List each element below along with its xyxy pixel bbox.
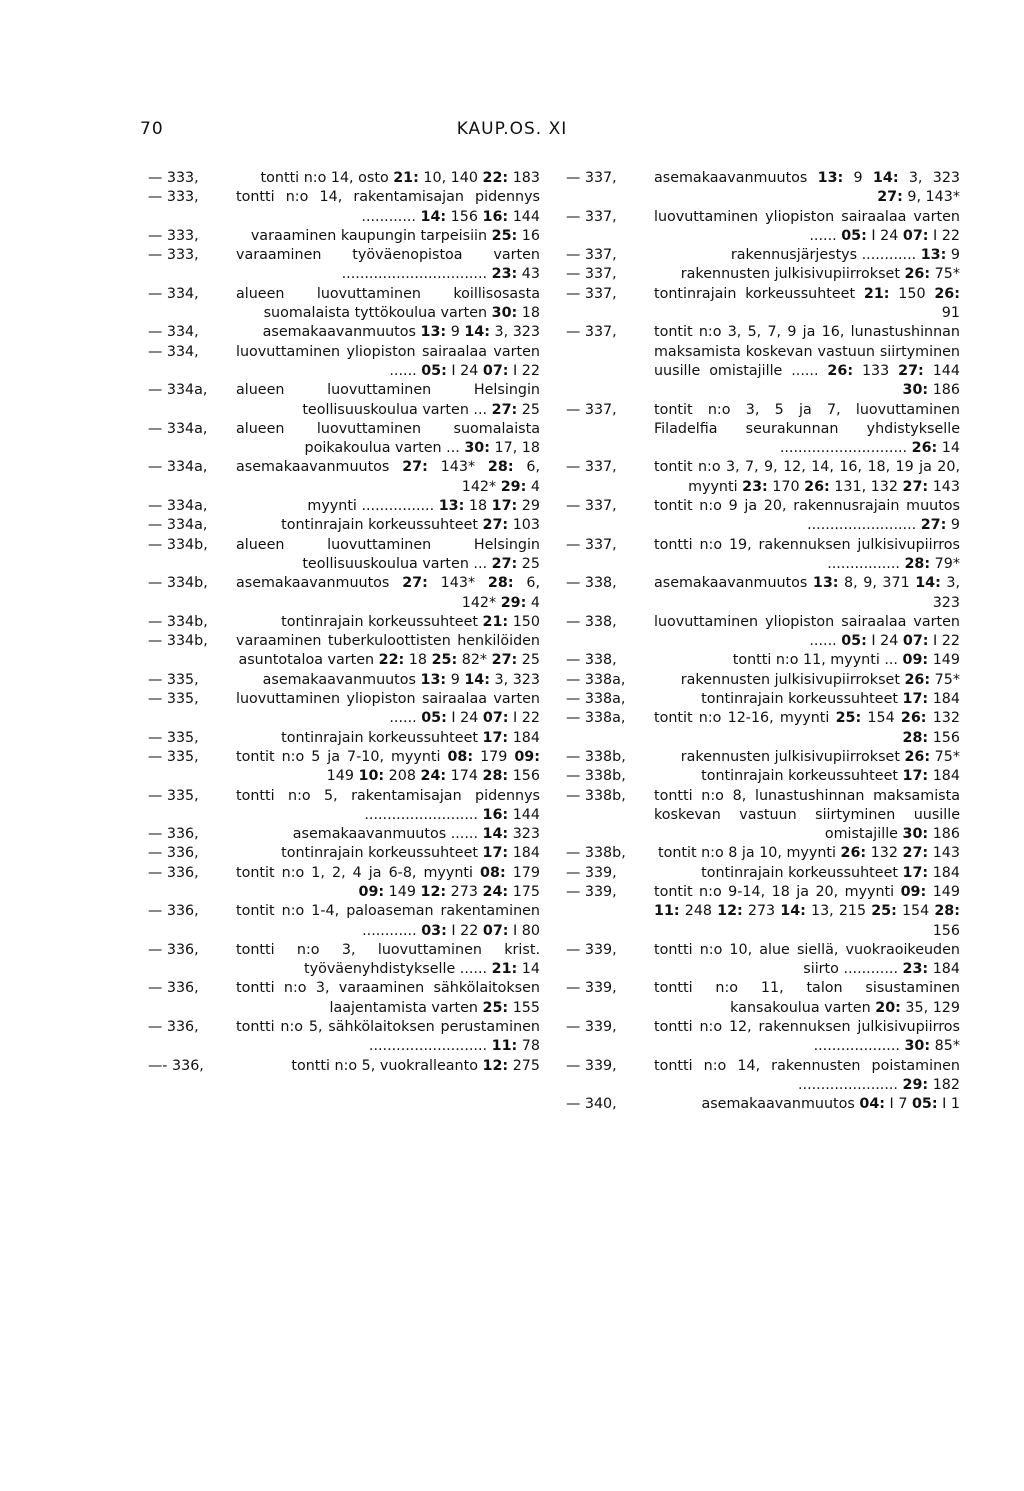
entry-number: — 335, bbox=[148, 691, 199, 708]
index-entry bbox=[566, 748, 960, 767]
entry-description: tontinrajain korkeussuhteet 17: 184 bbox=[701, 691, 960, 708]
index-entry bbox=[566, 246, 960, 265]
index-entry bbox=[148, 497, 540, 516]
entry-number: — 337, bbox=[566, 285, 617, 302]
index-entry bbox=[148, 825, 540, 844]
index-entry bbox=[566, 709, 960, 748]
entry-description: tontti n:o 11, talon sisustaminen kansakoulua varten 20: 35, 129 bbox=[654, 980, 960, 1016]
entry-number: — 333, bbox=[148, 170, 199, 186]
index-entry bbox=[148, 632, 540, 671]
entry-number: — 338b, bbox=[566, 748, 626, 765]
entry-description: rakennusten julkisivupiirrokset 26: 75* bbox=[680, 266, 960, 283]
entry-description: alueen luovuttaminen suomalaista poikakoulua varten ... 30: 17, 18 bbox=[236, 420, 540, 457]
entry-description: tontti n:o 3, varaaminen sähkölaitoksen laajentamista varten 25: 155 bbox=[236, 980, 540, 1016]
entry-description: tontti n:o 5, vuokralleanto 12: 275 bbox=[291, 1057, 540, 1074]
entry-description: tontinrajain korkeussuhteet 17: 184 bbox=[701, 768, 960, 785]
entry-description: asemakaavanmuutos 13: 9 14: 3, 323 bbox=[262, 324, 540, 341]
index-entry bbox=[566, 651, 960, 670]
entry-number: — 338a, bbox=[566, 710, 626, 727]
entry-description: tontti n:o 14, rakennusten poistaminen ...................... 29: 182 bbox=[654, 1057, 960, 1093]
entry-description: tontinrajain korkeussuhteet 17: 184 bbox=[701, 864, 960, 881]
entry-description: tontti n:o 5, rakentamisajan pidennys ......................... 16: 144 bbox=[236, 787, 540, 823]
index-entry bbox=[148, 246, 540, 285]
entry-number: — 336, bbox=[148, 826, 199, 843]
index-entry bbox=[566, 208, 960, 247]
index-entry bbox=[566, 941, 960, 980]
entry-number: — 336, bbox=[148, 845, 199, 862]
index-entry bbox=[148, 941, 540, 980]
entry-number: — 334a, bbox=[148, 382, 208, 399]
entry-description: asemakaavanmuutos 27: 143* 28: 6, 142* 29: 4 bbox=[236, 575, 541, 611]
entry-number: — 337, bbox=[566, 459, 617, 476]
entry-number: — 337, bbox=[566, 266, 617, 283]
entry-description: tontit n:o 3, 5, 7, 9 ja 16, lunastushinnan maksamista koskevan vastuun siirtyminen uusille omistajille ...... 26: 133 27: 144 30: 186 bbox=[654, 324, 960, 399]
entry-description: rakennusten julkisivupiirrokset 26: 75* bbox=[680, 671, 960, 688]
page-header bbox=[0, 119, 1024, 149]
index-entry bbox=[566, 767, 960, 786]
index-entry bbox=[566, 285, 960, 324]
entry-description: alueen luovuttaminen Helsingin teollisuuskoulua varten ... 27: 25 bbox=[236, 536, 540, 572]
entry-number: — 334, bbox=[148, 343, 199, 360]
left-column bbox=[148, 169, 540, 1076]
entry-number: — 337, bbox=[566, 170, 617, 186]
entry-description: asemakaavanmuutos 13: 9 14: 3, 323 27: 9, 143* bbox=[654, 170, 961, 206]
index-entry bbox=[148, 671, 540, 690]
index-entry bbox=[566, 844, 960, 863]
index-entry bbox=[566, 497, 960, 536]
entry-description: tontit n:o 1, 2, 4 ja 6-8, myynti 08: 179 09: 149 12: 273 24: 175 bbox=[236, 864, 540, 900]
entry-number: — 334a, bbox=[148, 517, 208, 534]
entry-description: tontit n:o 8 ja 10, myynti 26: 132 27: 143 bbox=[657, 845, 960, 862]
entry-number: — 336, bbox=[148, 864, 199, 881]
entry-description: tontit n:o 5 ja 7-10, myynti 08: 179 09: 149 10: 208 24: 174 28: 156 bbox=[236, 748, 540, 785]
index-entry bbox=[566, 671, 960, 690]
entry-number: — 334a, bbox=[148, 498, 208, 515]
right-column bbox=[566, 169, 960, 1115]
entry-number: — 336, bbox=[148, 980, 199, 997]
index-entry bbox=[566, 864, 960, 883]
entry-description: tontinrajain korkeussuhteet 17: 184 bbox=[281, 845, 540, 862]
index-entry bbox=[148, 285, 540, 324]
entry-description: tontit n:o 9 ja 20, rakennusrajain muutos ........................ 27: 9 bbox=[654, 498, 960, 534]
entry-description: alueen luovuttaminen koillisosasta suomalaista tyttökoulua varten 30: 18 bbox=[236, 285, 540, 322]
index-entry bbox=[148, 458, 540, 497]
index-entry bbox=[148, 516, 540, 535]
index-entry bbox=[566, 265, 960, 284]
entry-number: — 337, bbox=[566, 498, 617, 515]
entry-description: tontinrajain korkeussuhteet 21: 150 bbox=[281, 613, 540, 630]
entry-number: — 338, bbox=[566, 575, 617, 592]
entry-description: tontit n:o 12-16, myynti 25: 154 26: 132 28: 156 bbox=[654, 710, 960, 746]
index-entry bbox=[148, 902, 540, 941]
index-entry bbox=[148, 188, 540, 227]
index-entry bbox=[566, 169, 960, 208]
entry-number: — 335, bbox=[148, 787, 199, 804]
entry-number: — 338b, bbox=[566, 768, 626, 785]
entry-number: — 334b, bbox=[148, 613, 208, 630]
entry-number: — 338b, bbox=[566, 787, 626, 804]
index-entry bbox=[148, 227, 540, 246]
entry-number: — 334, bbox=[148, 285, 199, 302]
index-entry bbox=[148, 343, 540, 382]
entry-description: tontti n:o 11, myynti ... 09: 149 bbox=[732, 652, 960, 669]
entry-number: — 335, bbox=[148, 729, 199, 746]
entry-number: — 333, bbox=[148, 247, 199, 264]
index-entry bbox=[566, 401, 960, 459]
entry-number: — 335, bbox=[148, 748, 199, 765]
entry-description: rakennusten julkisivupiirrokset 26: 75* bbox=[680, 748, 960, 765]
entry-number: — 334b, bbox=[148, 575, 208, 592]
entry-number: — 337, bbox=[566, 247, 617, 264]
entry-number: — 333, bbox=[148, 227, 199, 244]
entry-description: tontti n:o 12, rakennuksen julkisivupiirros ................... 30: 85* bbox=[654, 1019, 960, 1055]
entry-number: — 338b, bbox=[566, 845, 626, 862]
entry-description: tontinrajain korkeussuhteet 17: 184 bbox=[281, 729, 540, 746]
index-entry bbox=[148, 748, 540, 787]
index-entry bbox=[566, 1018, 960, 1057]
entry-number: — 334a, bbox=[148, 459, 208, 476]
index-entry bbox=[566, 787, 960, 845]
entry-number: — 339, bbox=[566, 1057, 617, 1074]
entry-number: — 336, bbox=[148, 941, 199, 958]
index-entry bbox=[566, 613, 960, 652]
entry-description: tontti n:o 5, sähkölaitoksen perustaminen .......................... 11: 78 bbox=[236, 1019, 540, 1055]
index-entry bbox=[148, 420, 540, 459]
entry-description: asemakaavanmuutos 27: 143* 28: 6, 142* 29: 4 bbox=[236, 459, 541, 495]
index-entry bbox=[566, 323, 960, 400]
index-entry bbox=[148, 787, 540, 826]
entry-number: — 340, bbox=[566, 1096, 617, 1113]
entry-number: — 339, bbox=[566, 980, 617, 997]
index-entry bbox=[148, 323, 540, 342]
entry-number: — 336, bbox=[148, 903, 199, 920]
entry-description: luovuttaminen yliopiston sairaalaa varten ...... 05: I 24 07: I 22 bbox=[236, 691, 540, 727]
entry-description: asemakaavanmuutos ...... 14: 323 bbox=[292, 826, 540, 843]
entry-number: — 337, bbox=[566, 536, 617, 553]
entry-description: tontti n:o 14, rakentamisajan pidennys ............ 14: 156 16: 144 bbox=[236, 189, 540, 225]
entry-description: luovuttaminen yliopiston sairaalaa varten ...... 05: I 24 07: I 22 bbox=[654, 208, 960, 244]
index-entry bbox=[566, 574, 960, 613]
entry-description: tontit n:o 9-14, 18 ja 20, myynti 09: 149 11: 248 12: 273 14: 13, 215 25: 154 28: 156 bbox=[654, 883, 960, 939]
index-entry bbox=[148, 729, 540, 748]
index-entry bbox=[148, 979, 540, 1018]
index-entry bbox=[148, 613, 540, 632]
entry-number: — 335, bbox=[148, 671, 199, 688]
entry-description: varaaminen kaupungin tarpeisiin 25: 16 bbox=[250, 227, 540, 244]
entry-description: rakennusjärjestys ............ 13: 9 bbox=[730, 247, 960, 264]
entry-description: alueen luovuttaminen Helsingin teollisuuskoulua varten ... 27: 25 bbox=[236, 382, 540, 418]
entry-number: — 337, bbox=[566, 208, 617, 225]
entry-number: — 337, bbox=[566, 324, 617, 341]
entry-number: — 338, bbox=[566, 652, 617, 669]
entry-description: tontti n:o 14, osto 21: 10, 140 22: 183 bbox=[260, 170, 540, 186]
page-number: 70 bbox=[140, 119, 164, 139]
entry-number: —- 336, bbox=[148, 1057, 204, 1074]
entry-description: tontinrajain korkeussuhteet 21: 150 26: 91 bbox=[654, 285, 960, 322]
entry-number: — 338a, bbox=[566, 671, 626, 688]
entry-number: — 334b, bbox=[148, 536, 208, 553]
index-entry bbox=[566, 979, 960, 1018]
entry-number: — 339, bbox=[566, 864, 617, 881]
index-entry bbox=[566, 690, 960, 709]
entry-description: tontti n:o 8, lunastushinnan maksamista koskevan vastuun siirtyminen uusille omistajille 30: 186 bbox=[654, 787, 960, 843]
entry-description: varaaminen tuberkuloottisten henkilöiden asuntotaloa varten 22: 18 25: 82* 27: 25 bbox=[236, 633, 540, 669]
entry-number: — 339, bbox=[566, 941, 617, 958]
entry-number: — 334a, bbox=[148, 420, 208, 437]
entry-description: tontit n:o 1-4, paloaseman rakentaminen ............ 03: I 22 07: I 80 bbox=[236, 903, 540, 939]
entry-number: — 334, bbox=[148, 324, 199, 341]
index-entry bbox=[566, 883, 960, 941]
index-entry bbox=[566, 1095, 960, 1114]
entry-number: — 334b, bbox=[148, 633, 208, 650]
index-entry bbox=[148, 844, 540, 863]
entry-number: — 338, bbox=[566, 613, 617, 630]
entry-number: — 339, bbox=[566, 883, 617, 900]
entry-description: tontti n:o 10, alue siellä, vuokraoikeuden siirto ............ 23: 184 bbox=[654, 941, 960, 978]
index-entry bbox=[148, 864, 540, 903]
index-entry bbox=[566, 536, 960, 575]
index-entry bbox=[148, 690, 540, 729]
entry-description: tontinrajain korkeussuhteet 27: 103 bbox=[281, 517, 540, 534]
entry-description: myynti ................ 13: 18 17: 29 bbox=[307, 498, 540, 515]
index-entry bbox=[148, 1057, 540, 1076]
running-head: KAUP.OS. XI bbox=[456, 119, 568, 139]
entry-description: tontti n:o 19, rakennuksen julkisivupiirros ................ 28: 79* bbox=[654, 536, 960, 572]
entry-number: — 339, bbox=[566, 1019, 617, 1036]
entry-description: varaaminen työväenopistoa varten ................................ 23: 43 bbox=[236, 247, 540, 283]
entry-description: tontit n:o 3, 5 ja 7, luovuttaminen Filadelfia seurakunnan yhdistykselle ............................ 26: 14 bbox=[654, 401, 960, 457]
entry-description: asemakaavanmuutos 04: I 7 05: I 1 bbox=[701, 1096, 960, 1113]
index-entry bbox=[148, 169, 540, 188]
entry-description: luovuttaminen yliopiston sairaalaa varten ...... 05: I 24 07: I 22 bbox=[654, 613, 960, 650]
index-entry bbox=[566, 458, 960, 497]
index-entry bbox=[566, 1057, 960, 1096]
entry-number: — 338a, bbox=[566, 691, 626, 708]
entry-number: — 337, bbox=[566, 401, 617, 418]
index-entry bbox=[148, 381, 540, 420]
entry-description: asemakaavanmuutos 13: 9 14: 3, 323 bbox=[262, 671, 540, 688]
entry-number: — 336, bbox=[148, 1019, 199, 1036]
index-entry bbox=[148, 574, 540, 613]
index-entry bbox=[148, 1018, 540, 1057]
entry-description: luovuttaminen yliopiston sairaalaa varten ...... 05: I 24 07: I 22 bbox=[236, 343, 540, 379]
entry-description: asemakaavanmuutos 13: 8, 9, 371 14: 3, 323 bbox=[654, 575, 961, 611]
entry-number: — 333, bbox=[148, 189, 199, 206]
entry-description: tontti n:o 3, luovuttaminen krist. työväenyhdistykselle ...... 21: 14 bbox=[236, 941, 540, 978]
index-entry bbox=[148, 536, 540, 575]
entry-description: tontit n:o 3, 7, 9, 12, 14, 16, 18, 19 ja 20, myynti 23: 170 26: 131, 132 27: 143 bbox=[654, 459, 960, 495]
